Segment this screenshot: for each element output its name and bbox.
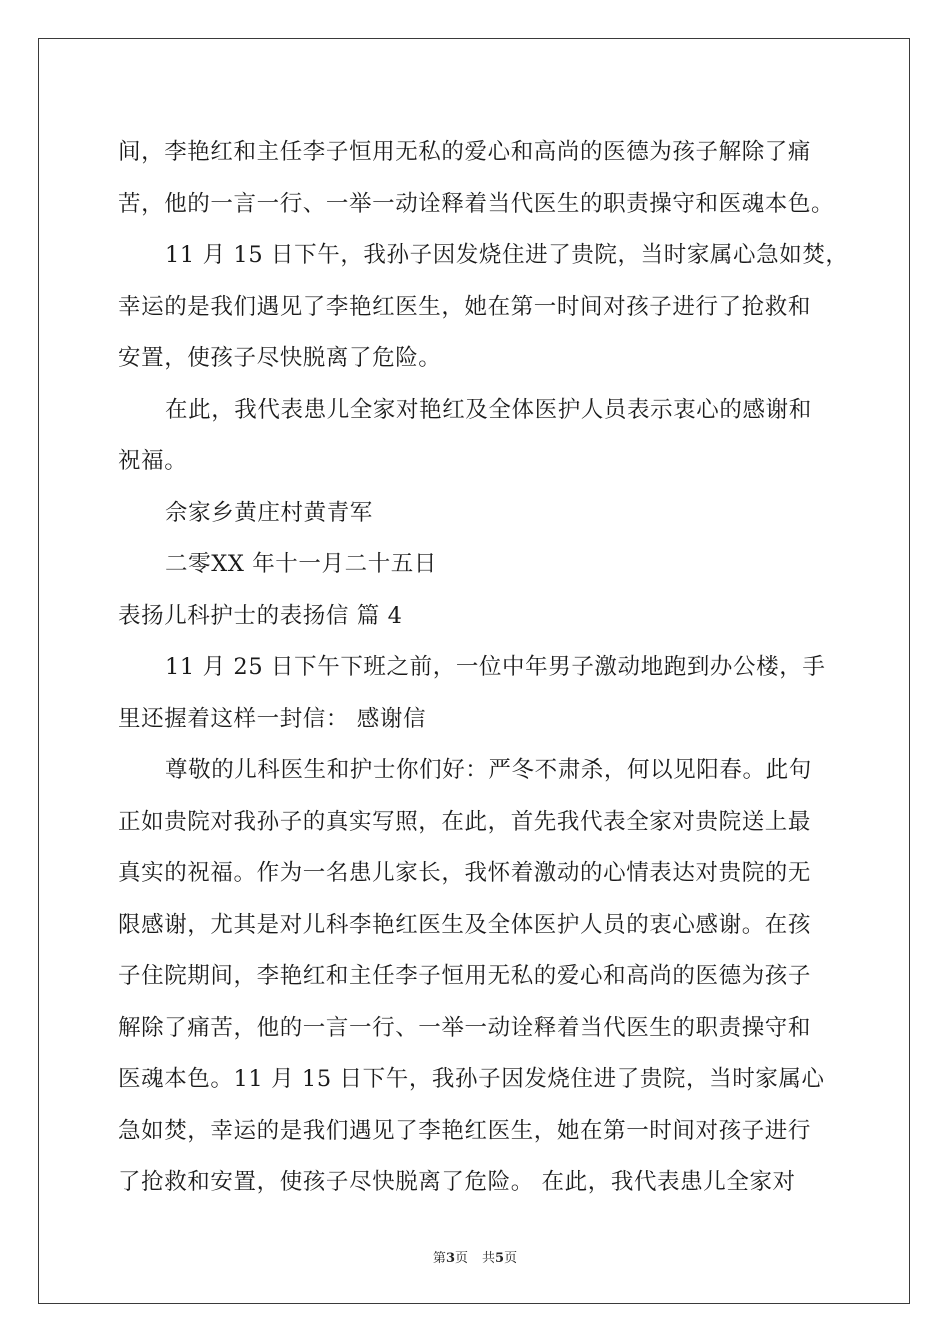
paragraph-start-line: 尊敬的儿科医生和护士你们好：严冬不肃杀，何以见阳春。此句 <box>165 757 812 783</box>
text-line: 急如焚，幸运的是我们遇见了李艳红医生，她在第一时间对孩子进行 <box>118 1117 812 1144</box>
paragraph-start-line: 11 月 25 日下午下班之前，一位中年男子激动地跑到办公楼，手 <box>165 654 826 680</box>
page-number-label: 第3页 <box>432 1251 468 1266</box>
document-body <box>118 127 849 1209</box>
text-line: 安置，使孩子尽快脱离了危险。 <box>118 345 442 371</box>
text-line: 苦，他的一言一行、一举一动诠释着当代医生的职责操守和医魂本色。 <box>118 190 835 217</box>
signature-name: 佘家乡黄庄村黄青军 <box>165 499 373 526</box>
text-line: 限感谢，尤其是对儿科李艳红医生及全体医护人员的衷心感谢。在孩 <box>118 911 812 938</box>
paragraph-start-line: 在此，我代表患儿全家对艳红及全体医护人员表示衷心的感谢和 <box>165 396 812 423</box>
text-line: 幸运的是我们遇见了李艳红医生，她在第一时间对孩子进行了抢救和 <box>118 293 812 320</box>
text-line: 真实的祝福。作为一名患儿家长，我怀着激动的心情表达对贵院的无 <box>118 860 812 886</box>
signature-date: 二零XX 年十一月二十五日 <box>165 551 437 577</box>
text-line: 了抢救和安置，使孩子尽快脱离了危险。 在此，我代表患儿全家对 <box>118 1169 796 1195</box>
text-line: 里还握着这样一封信： 感谢信 <box>118 705 427 732</box>
text-line: 解除了痛苦，他的一言一行、一举一动诠释着当代医生的职责操守和 <box>118 1014 812 1041</box>
text-line: 祝福。 <box>118 448 188 474</box>
text-line: 子住院期间，李艳红和主任李子恒用无私的爱心和高尚的医德为孩子 <box>118 963 812 989</box>
text-line: 间，李艳红和主任李子恒用无私的爱心和高尚的医德为孩子解除了痛 <box>118 139 812 165</box>
text-line: 医魂本色。11 月 15 日下午，我孙子因发烧住进了贵院，当时家属心 <box>118 1066 825 1092</box>
text-line: 正如贵院对我孙子的真实写照，在此，首先我代表全家对贵院送上最 <box>118 808 812 835</box>
paragraph-start-line: 11 月 15 日下午，我孙子因发烧住进了贵院，当时家属心急如焚， <box>165 242 849 268</box>
page-total-label: 共5页 <box>482 1251 518 1266</box>
section-heading: 表扬儿科护士的表扬信 篇 4 <box>118 602 403 629</box>
page-footer <box>0 1247 950 1266</box>
